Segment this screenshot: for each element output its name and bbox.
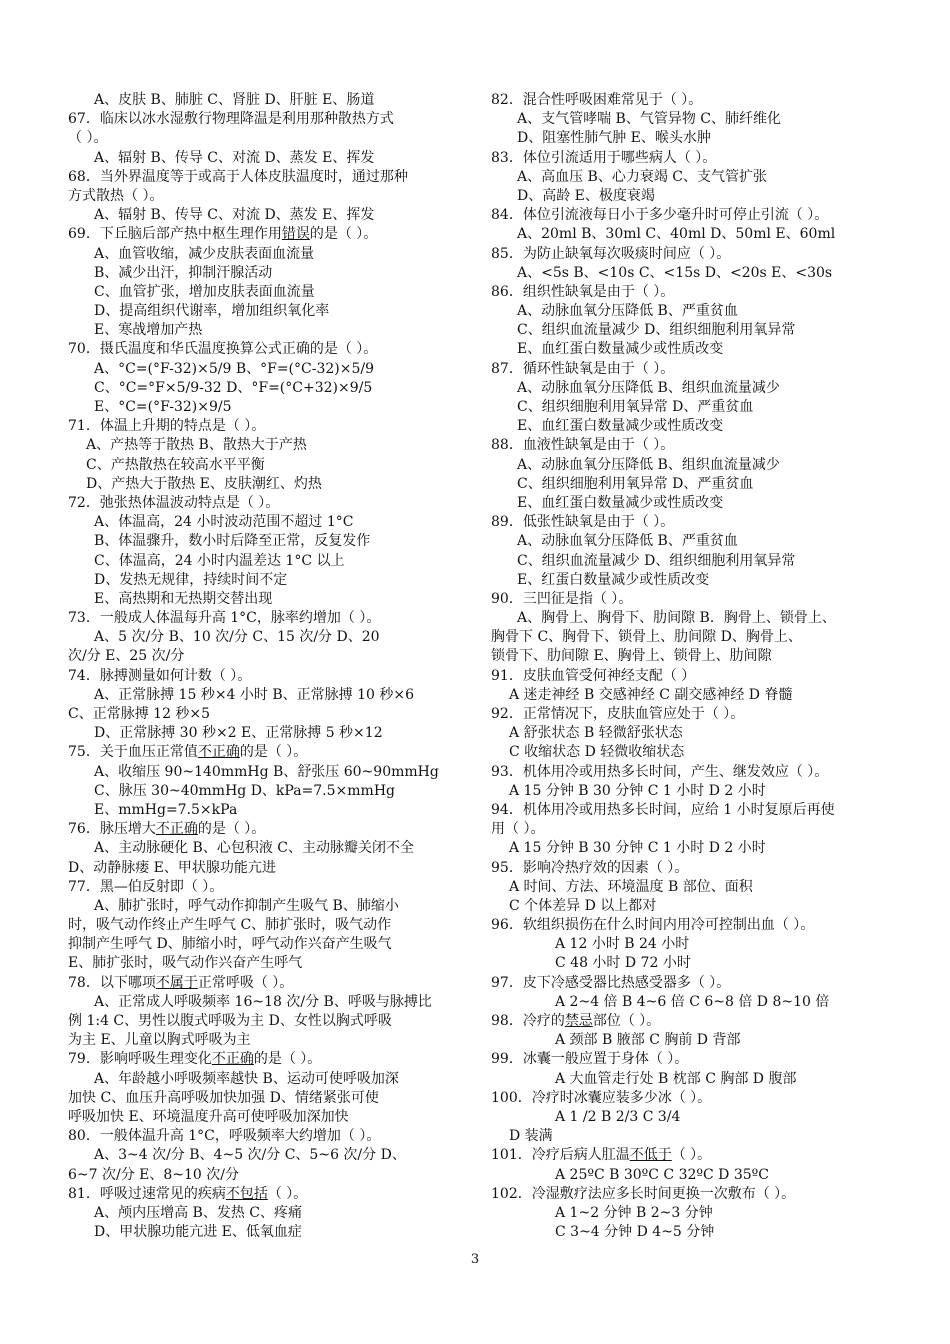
text-line: A、辐射 B、传导 C、对流 D、蒸发 E、挥发 [94, 207, 375, 224]
text-line: 88．血液性缺氧是由于（ ）。 [491, 437, 675, 454]
text-line: E、血红蛋白数量减少或性质改变 [517, 494, 724, 511]
text-line: D、正常脉搏 30 秒×2 E、正常脉搏 5 秒×12 [94, 725, 383, 742]
text-line: A、胸骨上、胸骨下、肋间隙 B．胸骨上、锁骨上、 [517, 610, 836, 627]
text-line: E、血红蛋白数量减少或性质改变 [517, 341, 724, 358]
text-line [491, 1146, 883, 1165]
text-line: A 1 /2 B 2/3 C 3/4 [555, 1108, 681, 1125]
underlined-keyword: 不正确 [211, 1051, 254, 1068]
text-line [491, 1012, 883, 1031]
text-line: 方式散热（ ）。 [68, 187, 164, 204]
text-line: E、高热期和无热期交替出现 [94, 590, 273, 607]
text-line: A、5 次/分 B、10 次/分 C、15 次/分 D、20 [94, 629, 380, 646]
text-line: 次/分 E、25 次/分 [68, 648, 185, 665]
text-line: D、动静脉瘘 E、甲状腺功能亢进 [68, 859, 276, 876]
text-line: C、脉压 30~40mmHg D、kPa=7.5×mmHg [94, 782, 395, 799]
text-line: 96．软组织损伤在什么时间内用冷可控制出血（ ）。 [491, 917, 815, 934]
text-line: A、<5s B、<10s C、<15s D、<20s E、<30s [517, 264, 833, 281]
text-line: A 2~4 倍 B 4~6 倍 C 6~8 倍 D 8~10 倍 [555, 993, 830, 1010]
text-line: A、支气管哮喘 B、气管异物 C、肺纤维化 [517, 111, 782, 128]
text-line: 90．三凹征是指（ ）。 [491, 590, 633, 607]
text-line: 71．体温上升期的特点是（ ）。 [68, 418, 266, 435]
text-line: 时，吸气动作终止产生呼气 C、肺扩张时，吸气动作 [68, 917, 392, 934]
text-line: A、颅内压增高 B、发热 C、疼痛 [94, 1204, 303, 1221]
text-line: A、皮肤 B、肺脏 C、肾脏 D、肝脏 E、肠道 [94, 92, 375, 108]
text-line: 锁骨下、肋间隙 E、胸骨上、锁骨上、肋间隙 [491, 648, 772, 665]
text-line: D、发热无规律，持续时间不定 [94, 571, 288, 588]
text-line: C、组织血流量减少 D、组织细胞利用氧异常 [517, 322, 796, 339]
text-line: 77．黑—伯反射即（ ）。 [68, 878, 224, 895]
text-line: A、收缩压 90~140mmHg B、舒张压 60~90mmHg [94, 763, 439, 780]
text-line: A、动脉血氧分压降低 B、严重贫血 [517, 303, 738, 320]
text-line: E、寒战增加产热 [94, 322, 203, 339]
text-line: A 1~2 分钟 B 2~3 分钟 [555, 1204, 713, 1221]
text-line: 100．冷疗时冰囊应装多少冰（ ）。 [491, 1089, 712, 1106]
text-line: 呼吸加快 E、环境温度升高可使呼吸加深加快 [68, 1108, 349, 1125]
text-line: 6~7 次/分 E、8~10 次/分 [68, 1166, 240, 1183]
text-line: C 3~4 分钟 D 4~5 分钟 [555, 1224, 715, 1241]
text-segment: 98．冷疗的 [491, 1013, 565, 1029]
text-segment: 的是（ ）。 [309, 226, 378, 243]
text-line: 加快 C、血压升高呼吸加快加强 D、情绪紧张可使 [68, 1089, 379, 1106]
text-line: A、产热等于散热 B、散热大于产热 [86, 437, 307, 454]
text-line: 用（ ）。 [491, 821, 545, 838]
underlined-keyword: 不正确 [197, 744, 240, 761]
text-segment: 的是（ ）。 [253, 1051, 322, 1068]
text-line: A、正常成人呼吸频率 16~18 次/分 B、呼吸与脉搏比 [94, 993, 432, 1010]
text-line: 74．脉搏测量如何计数（ ）。 [68, 667, 252, 684]
text-line: A、动脉血氧分压降低 B、组织血流量减少 [517, 456, 780, 473]
text-line: C、体温高，24 小时内温差达 1°C 以上 [94, 552, 345, 569]
text-line: A 大血管走行处 B 枕部 C 胸部 D 腹部 [555, 1070, 797, 1087]
text-line: E、°C=(°F-32)×9/5 [94, 399, 232, 415]
text-line: 97．皮下冷感受器比热感受器多（ ）。 [491, 974, 731, 991]
text-line: A 15 分钟 B 30 分钟 C 1 小时 D 2 小时 [509, 840, 766, 857]
text-line: 70．摄氏温度和华氏温度换算公式正确的是（ ）。 [68, 341, 378, 358]
text-line: A 15 分钟 B 30 分钟 C 1 小时 D 2 小时 [509, 782, 766, 799]
text-line: E、mmHg=7.5×kPa [94, 801, 238, 818]
text-line: C、组织细胞利用氧异常 D、严重贫血 [517, 475, 754, 492]
text-line: A 颈部 B 腋部 C 胸前 D 背部 [555, 1032, 741, 1049]
text-line: 胸骨下 C、胸骨下、锁骨上、肋间隙 D、胸骨上、 [491, 629, 802, 646]
underlined-keyword: 错误 [281, 226, 310, 243]
text-segment: 的是（ ）。 [197, 821, 266, 838]
text-segment: 76．脉压增大 [68, 821, 156, 838]
text-line: 83．体位引流适用于哪些病人（ ）。 [491, 149, 717, 166]
text-line: C、组织细胞利用氧异常 D、严重贫血 [517, 399, 754, 415]
text-segment: 79．影响呼吸生理变化 [68, 1051, 212, 1068]
text-line: 94．机体用冷或用热多长时间，应给 1 小时复原后再使 [491, 801, 835, 818]
text-line [68, 743, 460, 762]
text-line: A 舒张状态 B 轻微舒张状态 [509, 725, 683, 742]
text-line: A、主动脉硬化 B、心包积液 C、主动脉瓣关闭不全 [94, 840, 415, 857]
text-segment: （ ）。 [267, 1185, 308, 1202]
text-line: A、动脉血氧分压降低 B、严重贫血 [517, 533, 738, 550]
text-line: A、高血压 B、心力衰竭 C、支气管扩张 [517, 168, 768, 185]
text-line [68, 225, 460, 244]
text-segment: 69．下丘脑后部产热中枢生理作用 [68, 226, 282, 243]
text-segment: 75．关于血压正常值 [68, 744, 198, 761]
text-segment: （ ）。 [671, 1147, 712, 1164]
text-line: 93．机体用冷或用热多长时间，产生、继发效应（ ）。 [491, 763, 829, 780]
underlined-keyword: 不低于 [629, 1147, 672, 1164]
text-line: 80．一般体温升高 1°C，呼吸频率大约增加（ ）。 [68, 1128, 381, 1145]
text-line: 102．冷湿敷疗法应多长时间更换一次敷布（ ）。 [491, 1185, 796, 1202]
text-line: A、血管收缩，减少皮肤表面血流量 [94, 245, 315, 262]
text-line: B、体温骤升，数小时后降至正常，反复发作 [94, 533, 371, 550]
text-line: 85．为防止缺氧每次吸痰时间应（ ）。 [491, 245, 731, 262]
page-number: 3 [470, 1252, 480, 1267]
text-segment: 78．以下哪项 [68, 974, 156, 991]
text-segment: 正常呼吸（ ）。 [197, 974, 294, 991]
text-segment: 的是（ ）。 [239, 744, 308, 761]
text-line: 84．体位引流液每日小于多少毫升时可停止引流（ ）。 [491, 207, 829, 224]
text-line: A、动脉血氧分压降低 B、组织血流量减少 [517, 379, 780, 396]
text-line: A、年龄越小呼吸频率越快 B、运动可使呼吸加深 [94, 1070, 399, 1087]
text-line: E、血红蛋白数量减少或性质改变 [517, 418, 724, 435]
text-line: A 时间、方法、环境温度 B 部位、面积 [509, 878, 753, 895]
text-line [68, 1050, 460, 1069]
text-line: C、产热散热在较高水平平衡 [86, 456, 265, 473]
text-line: A 12 小时 B 24 小时 [555, 936, 690, 953]
text-line: 86．组织性缺氧是由于（ ）。 [491, 283, 675, 300]
text-line: D、甲状腺功能亢进 E、低氧血症 [94, 1224, 302, 1241]
text-line: 91．皮肤血管受何神经支配（ ） [491, 667, 696, 684]
left-column [68, 91, 460, 1242]
text-segment: 81．呼吸过速常见的疾病 [68, 1185, 226, 1202]
underlined-keyword: 不属于 [155, 974, 198, 991]
text-line: A 迷走神经 B 交感神经 C 副交感神经 D 脊髓 [509, 686, 793, 703]
text-line: E、红蛋白数量减少或性质改变 [517, 571, 710, 588]
text-line: C、°C=°F×5/9-32 D、°F=(°C+32)×9/5 [94, 379, 373, 396]
underlined-keyword: 禁忌 [564, 1013, 593, 1029]
text-line: C 个体差异 D 以上都对 [509, 897, 657, 914]
text-line: C、正常脉搏 12 秒×5 [68, 706, 211, 722]
text-line: 92．正常情况下，皮肤血管应处于（ ）。 [491, 706, 745, 722]
underlined-keyword: 不正确 [155, 821, 198, 838]
text-line: A、3~4 次/分 B、4~5 次/分 C、5~6 次/分 D、 [94, 1147, 406, 1164]
text-line: 87．循环性缺氧是由于（ ）。 [491, 360, 675, 377]
text-line: B、减少出汗，抑制汗腺活动 [94, 264, 273, 281]
text-line: 89．低张性缺氧是由于（ ）。 [491, 514, 675, 531]
text-segment: 101．冷疗后病人肛温 [491, 1147, 630, 1164]
text-line: 例 1:4 C、男性以腹式呼吸为主 D、女性以胸式呼吸 [68, 1013, 392, 1029]
text-line: 73．一般成人体温每升高 1°C，脉率约增加（ ）。 [68, 610, 381, 627]
text-line [68, 1185, 460, 1204]
text-line: 82．混合性呼吸困难常见于（ ）。 [491, 92, 703, 108]
text-line: D、提高组织代谢率，增加组织氧化率 [94, 303, 330, 320]
text-line: （ ）。 [68, 130, 108, 147]
text-line: D 装满 [509, 1128, 553, 1145]
text-line [68, 820, 460, 839]
text-line: 99．冰囊一般应置于身体（ ）。 [491, 1051, 689, 1068]
text-line: 95．影响冷热疗效的因素（ ）。 [491, 859, 689, 876]
text-line [68, 974, 460, 993]
underlined-keyword: 不包括 [225, 1185, 268, 1202]
text-line: 72．弛张热体温波动特点是（ ）。 [68, 494, 280, 511]
text-line: A、肺扩张时，呼气动作抑制产生吸气 B、肺缩小 [94, 897, 399, 914]
text-line: A、20ml B、30ml C、40ml D、50ml E、60ml [517, 226, 836, 243]
text-line: 67．临床以冰水湿敷行物理降温是利用那种散热方式 [68, 111, 394, 128]
text-line: A、°C=(°F-32)×5/9 B、°F=(°C-32)×5/9 [94, 360, 374, 377]
text-line: D、高龄 E、极度衰竭 [517, 187, 655, 204]
text-line: A、体温高，24 小时波动范围不超过 1°C [94, 514, 354, 531]
text-line: 68．当外界温度等于或高于人体皮肤温度时，通过那种 [68, 168, 408, 185]
text-line: A 25ºC B 30ºC C 32ºC D 35ºC [555, 1166, 769, 1183]
right-column [491, 91, 883, 1242]
text-line: 抑制产生呼气 D、肺缩小时，呼气动作兴奋产生吸气 [68, 936, 392, 953]
text-line: C 48 小时 D 72 小时 [555, 955, 691, 972]
text-line: C、组织血流量减少 D、组织细胞利用氧异常 [517, 552, 796, 569]
text-line: E、肺扩张时，吸气动作兴奋产生呼气 [68, 955, 303, 972]
text-line: C、血管扩张，增加皮肤表面血流量 [94, 283, 315, 300]
text-line: A、正常脉搏 15 秒×4 小时 B、正常脉搏 10 秒×6 [94, 686, 415, 703]
text-line: A、辐射 B、传导 C、对流 D、蒸发 E、挥发 [94, 149, 375, 166]
text-line: 为主 E、儿童以胸式呼吸为主 [68, 1032, 251, 1049]
text-segment: 部位（ ）。 [592, 1013, 661, 1029]
text-line: D、产热大于散热 E、皮肤潮红、灼热 [86, 475, 322, 492]
text-line: D、阻塞性肺气肿 E、喉头水肿 [517, 130, 711, 147]
text-line: C 收缩状态 D 轻微收缩状态 [509, 744, 685, 761]
